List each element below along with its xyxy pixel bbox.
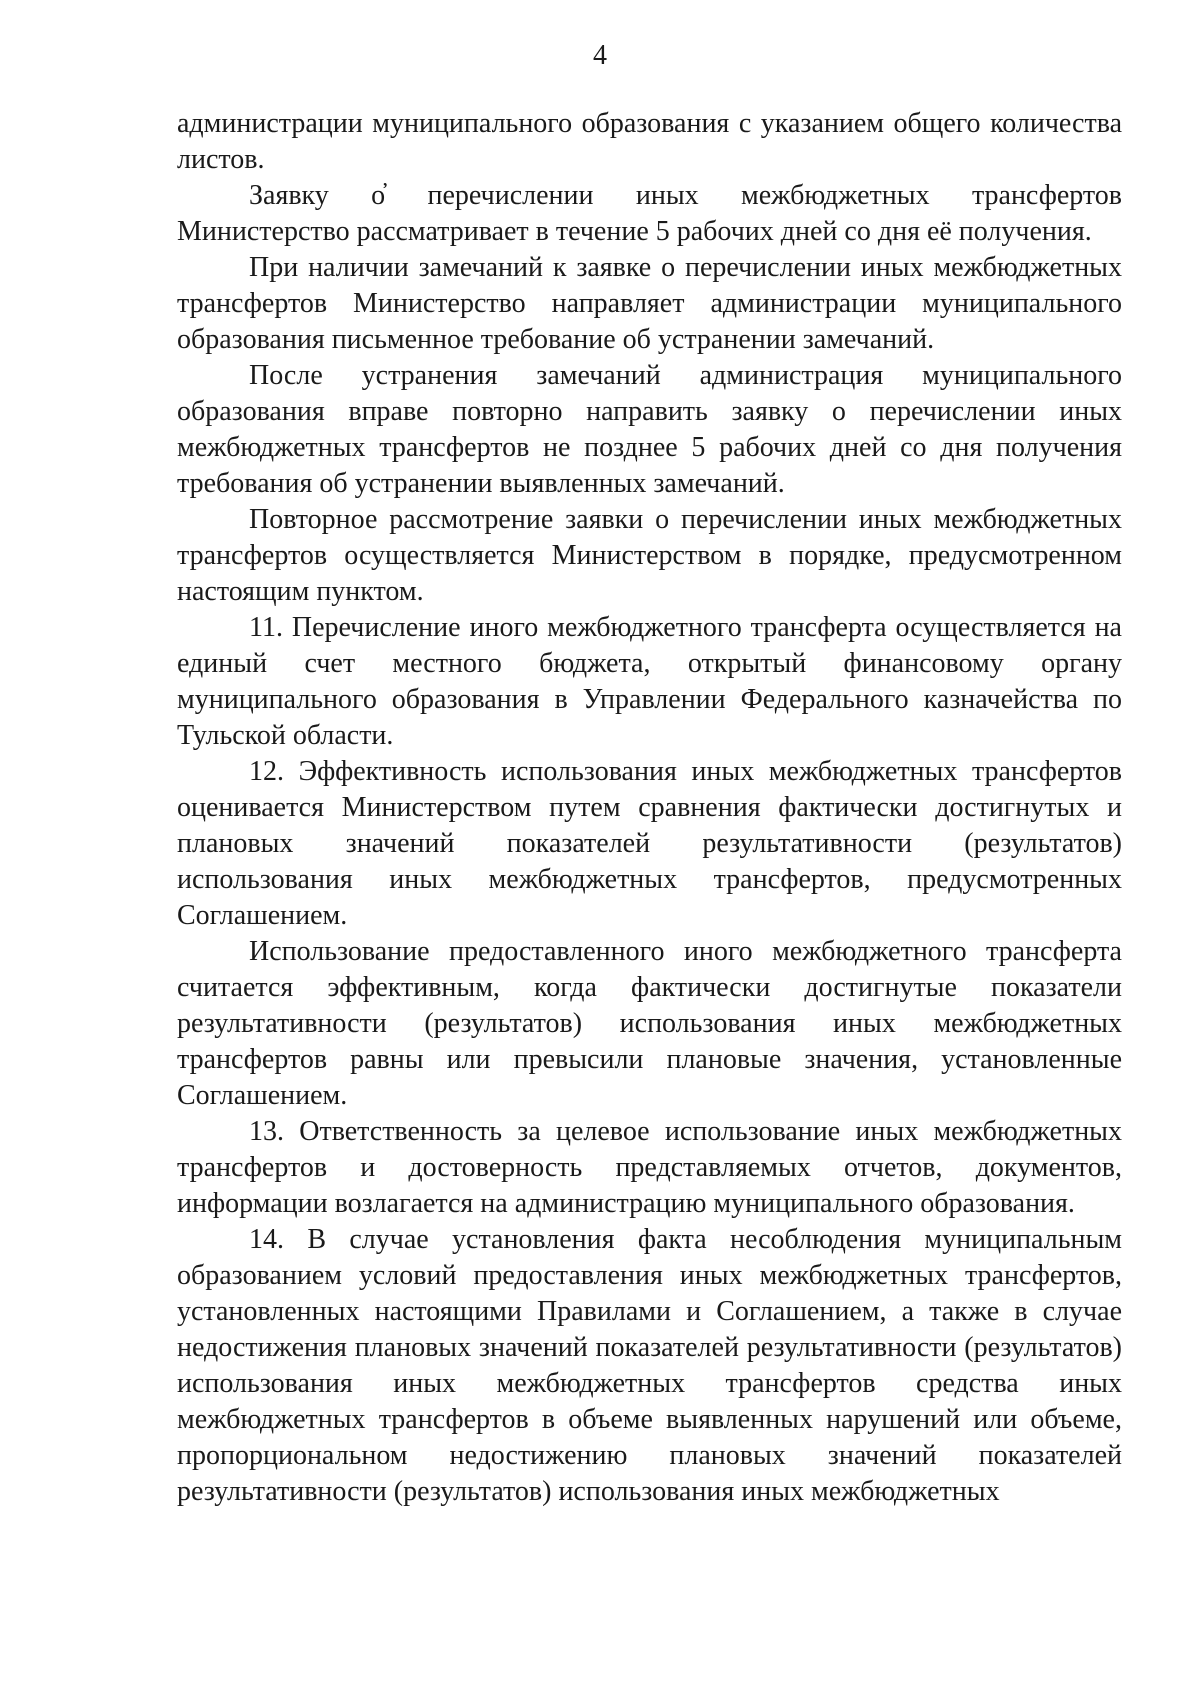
paragraph-item-12: 12. Эффективность использования иных межбюджетных трансфертов оценивается Министерством путем сравнения фактически достигнутых и плановых значений показателей результативности (результатов) использования иных межбюджетных трансфертов, предусмотренных Соглашением.: [177, 756, 1122, 931]
paragraph-item-13: 13. Ответственность за целевое использование иных межбюджетных трансфертов и достоверность представляемых отчетов, документов, информации возлагается на администрацию муниципального образования.: [177, 1116, 1122, 1219]
document-body: [177, 106, 1122, 1510]
paragraph-remarks: При наличии замечаний к заявке о перечислении иных межбюджетных трансфертов Министерство направляет администрации муниципального образования письменное требование об устранении замечаний.: [177, 252, 1122, 355]
paragraph-item-14: 14. В случае установления факта несоблюдения муниципальным образованием условий предоставления иных межбюджетных трансфертов, установленных настоящими Правилами и Соглашением, а также в случае недостижения плановых значений показателей результативности (результатов) использования иных межбюджетных трансфертов средства иных межбюджетных трансфертов в объеме выявленных нарушений или объеме, пропорциональном недостижению плановых значений показателей результативности (результатов) использования иных межбюджетных: [177, 1224, 1122, 1507]
paragraph-efficiency: Использование предоставленного иного межбюджетного трансферта считается эффективным, когда фактически достигнутые показатели результативности (результатов) использования иных межбюджетных трансфертов равны или превысили плановые значения, установленные Соглашением.: [177, 936, 1122, 1111]
paragraph-application-review: Заявку о̓ перечислении иных межбюджетных трансфертов Министерство рассматривает в течение 5 рабочих дней со дня её получения.: [177, 180, 1122, 247]
paragraph-item-11: 11. Перечисление иного межбюджетного трансферта осуществляется на единый счет местного бюджета, открытый финансовому органу муниципального образования в Управлении Федерального казначейства по Тульской области.: [177, 612, 1122, 751]
paragraph-resubmission: После устранения замечаний администрация муниципального образования вправе повторно направить заявку о перечислении иных межбюджетных трансфертов не позднее 5 рабочих дней со дня получения требования об устранении выявленных замечаний.: [177, 360, 1122, 499]
page-number: 4: [593, 40, 607, 71]
paragraph-repeated-review: Повторное рассмотрение заявки о перечислении иных межбюджетных трансфертов осуществляется Министерством в порядке, предусмотренном настоящим пунктом.: [177, 504, 1122, 607]
paragraph-continuation: администрации муниципального образования с указанием общего количества листов.: [177, 108, 1122, 175]
